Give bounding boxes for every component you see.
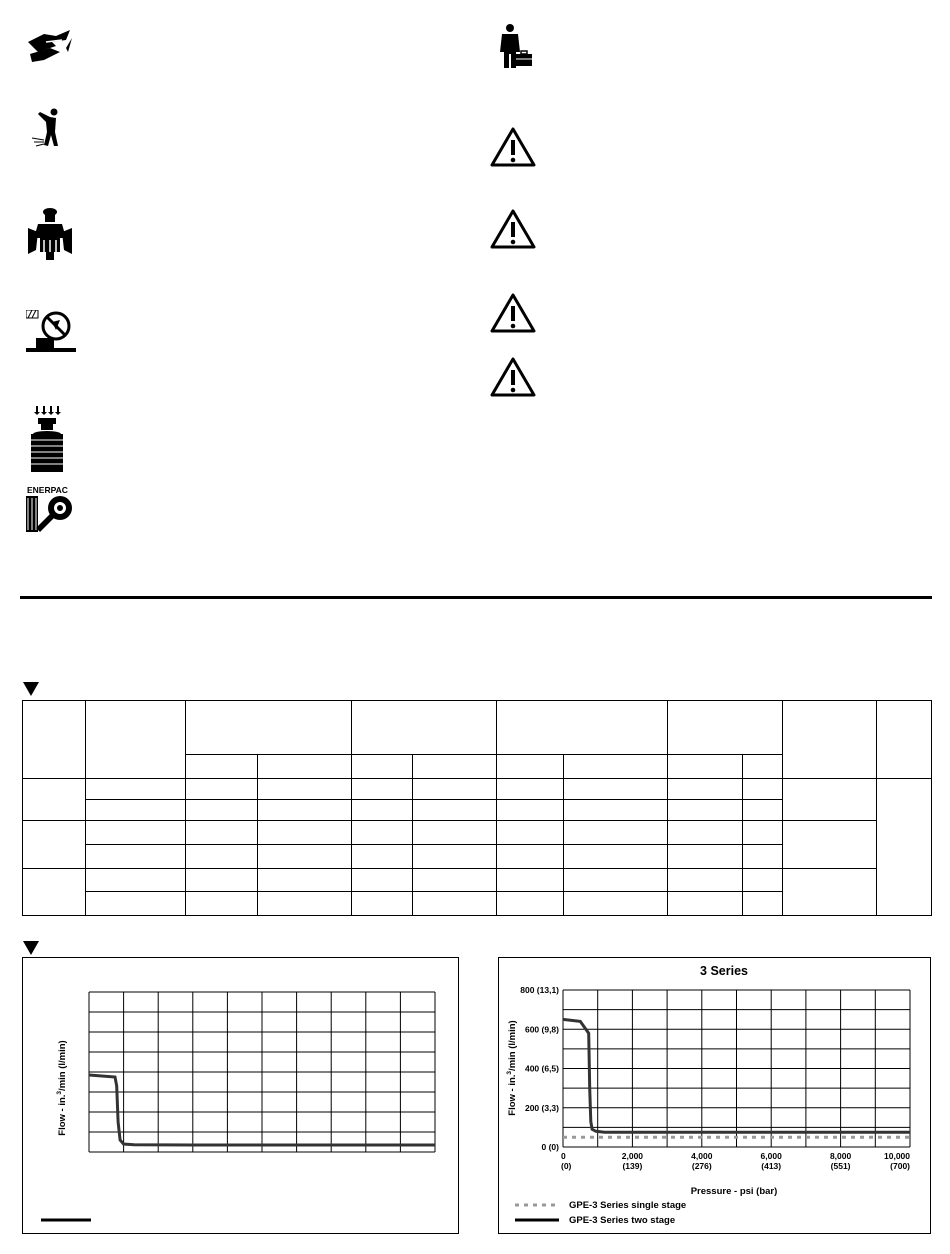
table-cell (497, 800, 564, 821)
flow-chart-left (22, 957, 459, 1234)
table-cell (743, 821, 783, 845)
section-marker-icon (23, 941, 39, 955)
x-tick-label-bar: (139) (622, 1161, 643, 1171)
table-cell (258, 892, 352, 916)
table-row (23, 821, 932, 845)
table-cell (352, 779, 413, 800)
warning-triangle-icon (490, 126, 536, 168)
specifications-table (22, 700, 932, 916)
table-cell (564, 869, 668, 892)
section-divider (20, 596, 932, 599)
table-header-cell (668, 701, 783, 755)
table-cell (23, 779, 86, 821)
table-cell (743, 800, 783, 821)
table-header-cell (186, 701, 352, 755)
table-cell (564, 821, 668, 845)
y-axis-label: Flow - in.$^3$/min (l/min) (506, 1020, 518, 1116)
y-tick-label: 0 (0) (541, 1142, 559, 1152)
legend-label-single-stage: GPE-3 Series single stage (569, 1200, 687, 1211)
x-tick-label-psi: 4,000 (691, 1151, 713, 1161)
table-cell (86, 779, 186, 800)
table-cell (352, 821, 413, 845)
table-cell (258, 845, 352, 869)
table-cell (668, 869, 743, 892)
warning-triangle-icon (490, 208, 536, 250)
table-cell (743, 869, 783, 892)
table-cell (743, 892, 783, 916)
flow-chart-left-svg (23, 958, 458, 1233)
table-cell (413, 800, 497, 821)
table-header-row (23, 701, 932, 755)
table-header-cell (23, 701, 86, 779)
table-cell (413, 892, 497, 916)
falling-person-warning-icon (30, 108, 64, 156)
overload-pressure-warning-icon (28, 404, 66, 476)
warning-triangle-icon (490, 292, 536, 334)
table-cell (497, 779, 564, 800)
x-tick-label-bar: (413) (761, 1161, 782, 1171)
table-cell (86, 892, 186, 916)
table-cell (413, 869, 497, 892)
table-cell (497, 845, 564, 869)
table-cell (668, 800, 743, 821)
table-subheader-cell (413, 755, 497, 779)
table-cell (352, 800, 413, 821)
table-header-cell (497, 701, 668, 755)
hand-injection-warning-icon (26, 28, 76, 68)
table-cell (877, 779, 932, 916)
table-cell (23, 821, 86, 869)
chart-title: 3 Series (700, 964, 748, 978)
x-axis-label: Pressure - psi (bar) (690, 1186, 778, 1197)
x-tick-label-psi: 0 (561, 1151, 566, 1161)
table-cell (413, 821, 497, 845)
table-subheader-cell (564, 755, 668, 779)
table-subheader-cell (668, 755, 743, 779)
y-tick-label: 600 (9,8) (524, 1024, 559, 1035)
table-cell (186, 779, 258, 800)
table-cell (668, 821, 743, 845)
table-cell (668, 779, 743, 800)
table-cell (564, 800, 668, 821)
table-cell (352, 869, 413, 892)
table-cell (413, 845, 497, 869)
table-cell (352, 845, 413, 869)
chart-grid (89, 992, 435, 1152)
table-cell (497, 892, 564, 916)
y-tick-label: 800 (13,1) (520, 985, 559, 995)
x-tick-label-psi: 10,000 (884, 1151, 910, 1161)
cylinder-load-warning-icon (26, 206, 80, 264)
table-subheader-cell (352, 755, 413, 779)
flow-chart-3-series (498, 957, 931, 1234)
table-cell (564, 845, 668, 869)
table-cell (186, 821, 258, 845)
table-cell (668, 892, 743, 916)
enerpac-logo-text: ENERPAC (27, 485, 68, 495)
table-cell (258, 779, 352, 800)
table-subheader-cell (497, 755, 564, 779)
table-cell (352, 892, 413, 916)
table-cell (258, 869, 352, 892)
table-cell (23, 869, 86, 916)
table-cell (86, 869, 186, 892)
table-header-cell (86, 701, 186, 779)
table-cell (186, 892, 258, 916)
table-cell (258, 821, 352, 845)
legend-label-two-stage: GPE-3 Series two stage (569, 1215, 676, 1226)
x-tick-label-psi: 2,000 (621, 1151, 644, 1161)
table-cell (783, 869, 877, 916)
table-cell (497, 869, 564, 892)
table-cell (497, 821, 564, 845)
table-cell (743, 845, 783, 869)
y-tick-label: 400 (6,5) (524, 1063, 559, 1074)
x-tick-label-psi: 8,000 (829, 1151, 852, 1161)
table-row (23, 779, 932, 800)
x-tick-labels (561, 1151, 910, 1171)
flow-chart-3-series-svg (499, 958, 930, 1233)
enerpac-service-logo (26, 484, 76, 536)
table-cell (783, 779, 877, 821)
table-cell (86, 845, 186, 869)
table-row (23, 869, 932, 892)
table-cell (186, 869, 258, 892)
table-header-cell (352, 701, 497, 755)
table-header-cell (877, 701, 932, 779)
table-cell (668, 845, 743, 869)
x-tick-label-bar: (700) (890, 1161, 910, 1171)
table-cell (783, 821, 877, 869)
table-cell (564, 779, 668, 800)
table-subheader-cell (186, 755, 258, 779)
y-axis-label: Flow - in.$^3$/min (l/min) (56, 1040, 68, 1136)
x-tick-label-bar: (0) (561, 1161, 572, 1171)
section-marker-icon (23, 682, 39, 696)
y-tick-label: 200 (3,3) (524, 1102, 559, 1113)
x-tick-label-bar: (551) (830, 1161, 851, 1171)
x-tick-label-bar: (276) (691, 1161, 712, 1171)
table-cell (86, 821, 186, 845)
x-tick-label-psi: 6,000 (760, 1151, 782, 1161)
y-tick-labels (520, 985, 559, 1152)
warning-triangle-icon (490, 356, 536, 398)
table-cell (413, 779, 497, 800)
qualified-technician-icon (498, 24, 534, 70)
no-heat-warning-icon (26, 310, 78, 356)
table-cell (86, 800, 186, 821)
table-subheader-cell (743, 755, 783, 779)
table-subheader-cell (258, 755, 352, 779)
table-header-cell (783, 701, 877, 779)
table-cell (564, 892, 668, 916)
table-cell (186, 800, 258, 821)
table-cell (743, 779, 783, 800)
table-cell (186, 845, 258, 869)
table-cell (258, 800, 352, 821)
chart-grid (563, 990, 910, 1147)
